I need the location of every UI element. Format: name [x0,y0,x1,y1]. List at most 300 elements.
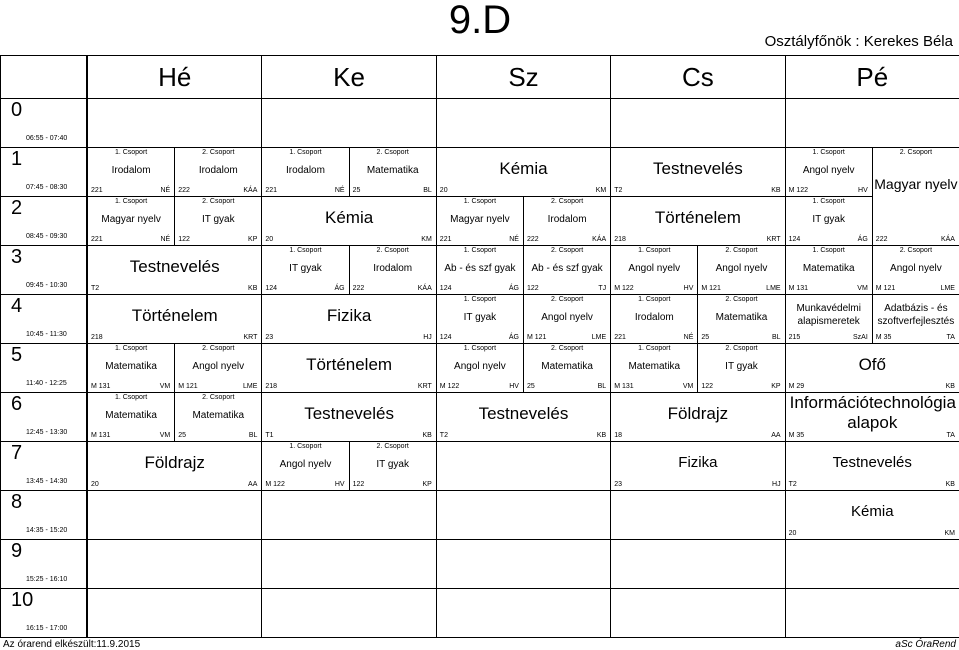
teacher-code: HV [683,285,694,292]
teacher-code: KRT [243,334,258,341]
period-time: 10:45 - 11:30 [26,331,67,338]
group-label: 1. Csoport [463,296,497,303]
lesson-cell [610,196,785,246]
teacher-code: BL [772,334,781,341]
room-number: 218 [614,236,626,243]
lesson-cell [436,245,524,295]
teacher-code: KM [421,236,432,243]
teacher-code: HV [858,187,868,194]
teacher-code: KB [248,285,258,292]
lesson-cell [261,294,436,344]
lesson-cell [261,147,349,197]
group-label: 1. Csoport [463,345,497,352]
period-number: 2 [11,197,23,219]
lesson-cell [349,147,437,197]
subject-name: IT gyak [463,312,497,323]
subject-name: IT gyak [289,263,322,274]
group-label: 1. Csoport [812,198,845,205]
lesson-cell [261,441,349,491]
period-row [0,196,87,246]
group-label: 1. Csoport [638,247,671,254]
teacher-code: HJ [423,334,432,341]
room-number: 124 [788,236,801,243]
lesson-cell [523,245,611,295]
subject-name: Angol nyelv [628,263,681,274]
teacher-code: LME [591,334,607,341]
lesson-cell [872,245,959,295]
group-label: 2. Csoport [550,198,584,205]
lesson-cell [436,196,524,246]
room-number: T2 [439,432,448,439]
period-time: 09:45 - 10:30 [26,282,68,289]
day-header: Pé [785,55,959,99]
period-number: 1 [11,148,23,170]
group-label: 2. Csoport [202,149,235,156]
subject-name: Matematika [628,361,681,372]
subject-name: Angol nyelv [715,263,768,274]
teacher-code: KM [595,187,607,194]
subject-name: Magyar nyelv [101,214,161,225]
lesson-cell [436,343,524,393]
lesson-cell [785,245,873,295]
day-header: Ke [261,55,436,99]
room-number: 25 [178,432,186,439]
room-number: 215 [788,334,801,341]
room-number: M 122 [614,285,634,292]
room-number: M 122 [439,383,460,390]
room-number: M 121 [701,285,721,292]
teacher-code: KÁA [243,187,258,194]
group-label: 1. Csoport [812,149,845,156]
room-number: M 35 [788,432,805,439]
group-label: 2. Csoport [202,394,235,401]
room-number: 218 [265,383,278,390]
group-label: 1. Csoport [638,345,671,352]
room-number: M 35 [875,334,892,341]
empty-slot [785,98,959,148]
lesson-cell [87,196,175,246]
teacher-code: KRT [766,236,781,243]
group-label: 1. Csoport [289,443,322,450]
subject-name: Irodalom [111,165,151,176]
room-number: 23 [265,334,274,341]
teacher-code: LME [940,285,955,292]
lesson-cell [261,343,436,393]
teacher-code: VM [159,432,171,439]
subject-name: Fizika [326,305,372,325]
period-number: 3 [11,246,23,268]
subject-name: Angol nyelv [890,263,942,274]
subject-name: Ab - és szf gyak [531,263,603,274]
empty-slot [436,441,611,491]
lesson-cell [610,441,785,491]
subject-name: Kémia [499,158,548,178]
room-number: M 122 [788,187,809,194]
teacher-code: NÉ [683,334,694,341]
lesson-cell [87,343,175,393]
period-time: 11:40 - 12:25 [26,380,67,387]
subject-name: Kémia [851,502,894,520]
subject-name: Irodalom [198,165,238,176]
subject-name: IT gyak [812,214,845,225]
lesson-cell [174,147,262,197]
teacher-code: NÉ [334,187,345,194]
period-row [0,392,87,442]
period-row [0,490,87,540]
homeroom-teacher: Osztályfőnök : Kerekes Béla [764,33,953,50]
lesson-cell [261,196,436,246]
teacher-code: ÁG [334,285,345,292]
period-row [0,245,87,295]
room-number: 221 [91,236,103,243]
empty-slot [610,588,785,638]
subject-name: Kémia [324,207,374,227]
subject-name: Földrajz [667,403,729,423]
subject-name: Adatbázis - és szoftverfejlesztés [877,303,955,327]
room-number: M 131 [91,383,111,390]
room-number: 122 [178,236,190,243]
room-number: 18 [614,432,622,439]
lesson-cell [349,441,437,491]
lesson-cell [872,147,959,246]
lesson-cell [87,441,262,491]
subject-name: Testnevelés [832,453,912,471]
teacher-code: BL [423,187,432,194]
period-time: 14:35 - 15:20 [26,527,68,534]
lesson-cell [349,245,437,295]
period-time: 13:45 - 14:30 [26,478,68,485]
teacher-code: LME [766,285,781,292]
room-number: 23 [614,481,622,488]
room-number: 20 [439,187,448,194]
day-header: Cs [610,55,785,99]
subject-name: Matematika [366,165,419,176]
room-number: 222 [527,236,539,243]
lesson-cell [785,343,959,393]
room-number: 218 [91,334,103,341]
period-row [0,441,87,491]
teacher-code: VM [682,383,694,390]
room-number: 122 [352,481,365,488]
teacher-code: SzAI [852,334,868,341]
room-number: T2 [614,187,623,194]
period-row [0,98,87,148]
group-label: 2. Csoport [550,247,584,254]
period-time: 15:25 - 16:10 [26,576,68,583]
group-label: 2. Csoport [899,247,933,254]
lesson-cell [261,392,436,442]
subject-name: Angol nyelv [541,312,593,323]
subject-name: Ab - és szf gyak [444,263,516,274]
subject-name: Matematika [105,410,157,421]
teacher-code: KB [771,187,781,194]
room-number: 222 [875,236,888,243]
period-number: 6 [11,393,23,415]
subject-name: Történelem [654,207,741,227]
subject-name: Matematika [192,410,245,421]
group-label: 2. Csoport [725,345,758,352]
lesson-cell [785,490,959,540]
room-number: 25 [352,187,361,194]
room-number: 124 [439,285,452,292]
lesson-cell [610,343,698,393]
room-number: M 121 [527,334,547,341]
empty-slot [610,98,785,148]
subject-name: Történelem [306,354,393,374]
subject-name: Irodalom [286,165,325,176]
period-number: 9 [11,540,23,562]
subject-name: Matematika [541,361,593,372]
empty-slot [610,490,785,540]
group-label: 2. Csoport [376,443,409,450]
lesson-cell [174,196,262,246]
room-number: 122 [527,285,539,292]
lesson-cell [436,392,611,442]
day-header: Sz [436,55,611,99]
room-number: 221 [265,187,278,194]
room-number: M 121 [178,383,198,390]
period-row [0,588,87,638]
group-label: 2. Csoport [899,149,933,156]
lesson-cell [610,245,698,295]
period-number: 5 [11,344,23,366]
subject-name: IT gyak [376,459,409,470]
room-number: 20 [91,481,99,488]
teacher-code: KB [422,432,432,439]
subject-name: Magyar nyelv [450,214,510,225]
teacher-code: NÉ [160,187,171,194]
teacher-code: KM [944,530,955,537]
lesson-cell [697,294,785,344]
teacher-code: ÁG [508,285,519,292]
room-number: 25 [701,334,710,341]
group-label: 1. Csoport [289,247,322,254]
subject-name: Testnevelés [304,403,394,423]
teacher-code: VM [159,383,171,390]
lesson-cell [174,343,262,393]
period-time: 07:45 - 08:30 [26,184,68,191]
room-number: M 29 [788,383,805,390]
room-number: M 131 [91,432,111,439]
empty-slot [436,490,611,540]
subject-name: Fizika [678,453,718,471]
teacher-code: KÁA [592,236,607,243]
room-number: 221 [439,236,452,243]
lesson-cell [785,294,873,344]
group-label: 1. Csoport [114,394,148,401]
subject-name: Magyar nyelv [874,175,958,192]
teacher-code: TJ [598,285,607,292]
period-number: 10 [11,589,34,611]
day-header: Hé [87,55,262,99]
group-label: 2. Csoport [376,149,409,156]
lesson-cell [610,392,785,442]
teacher-code: ÁG [857,236,868,243]
group-label: 2. Csoport [202,198,235,205]
room-number: M 121 [875,285,896,292]
group-label: 1. Csoport [114,198,148,205]
class-title: 9.D [448,0,512,42]
subject-name: Angol nyelv [454,361,506,372]
teacher-code: TA [946,432,955,439]
subject-name: IT gyak [201,214,235,225]
period-row [0,294,87,344]
period-time: 08:45 - 09:30 [26,233,68,240]
subject-name: Földrajz [144,452,205,472]
empty-slot [87,490,262,540]
lesson-cell [436,147,611,197]
room-number: 221 [614,334,626,341]
lesson-cell [872,294,959,344]
room-number: M 122 [265,481,285,488]
teacher-code: HJ [772,481,781,488]
empty-slot [261,490,436,540]
group-label: 1. Csoport [114,345,148,352]
group-label: 2. Csoport [550,345,584,352]
subject-name: Matematika [715,312,768,323]
period-row [0,147,87,197]
group-label: 1. Csoport [289,149,322,156]
group-label: 1. Csoport [638,296,671,303]
empty-slot [785,588,959,638]
period-row [0,343,87,393]
generated-date: Az órarend elkészült:11.9.2015 [3,639,141,650]
lesson-cell [87,294,262,344]
empty-slot [261,588,436,638]
subject-name: Angol nyelv [279,459,332,470]
room-number: 124 [265,285,278,292]
subject-name: Angol nyelv [192,361,245,372]
lesson-cell [785,392,959,442]
lesson-cell [785,196,873,246]
room-number: 20 [788,530,797,537]
lesson-cell [436,294,524,344]
subject-name: Irodalom [547,214,587,225]
subject-name: Irodalom [634,312,674,323]
teacher-code: BL [248,432,258,439]
period-number: 0 [11,99,23,121]
subject-name: Információtechnológia alapok [789,393,956,432]
group-label: 1. Csoport [812,247,845,254]
group-label: 1. Csoport [463,198,497,205]
teacher-code: HV [334,481,345,488]
group-label: 2. Csoport [202,345,235,352]
group-label: 2. Csoport [725,296,758,303]
room-number: T2 [788,481,797,488]
period-time: 12:45 - 13:30 [26,429,68,436]
empty-slot [261,98,436,148]
subject-name: Matematika [105,361,157,372]
group-label: 1. Csoport [463,247,497,254]
lesson-cell [87,147,175,197]
lesson-cell [87,245,262,295]
room-number: 222 [178,187,190,194]
room-number: M 131 [788,285,809,292]
empty-slot [785,539,959,589]
teacher-code: KP [422,481,432,488]
software-credit: aSc ÓraRend [895,639,956,650]
empty-slot [87,588,262,638]
empty-slot [436,588,611,638]
lesson-cell [785,147,873,197]
teacher-code: HV [509,383,519,390]
empty-slot [87,539,262,589]
empty-slot [261,539,436,589]
room-number: 221 [91,187,103,194]
period-number: 8 [11,491,23,513]
period-row [0,539,87,589]
teacher-code: NÉ [509,236,519,243]
group-label: 2. Csoport [376,247,409,254]
header-corner [0,55,87,99]
lesson-cell [523,343,611,393]
teacher-code: BL [597,383,607,390]
group-label: 2. Csoport [550,296,584,303]
lesson-cell [87,392,175,442]
teacher-code: KB [596,432,607,439]
room-number: M 131 [614,383,634,390]
subject-name: Ofő [858,354,886,374]
lesson-cell [697,245,785,295]
empty-slot [610,539,785,589]
room-number: 222 [352,285,365,292]
teacher-code: KP [248,236,258,243]
lesson-cell [174,392,262,442]
teacher-code: KB [945,383,955,390]
period-number: 7 [11,442,23,464]
room-number: 124 [439,334,452,341]
subject-name: Angol nyelv [802,165,855,176]
lesson-cell [697,343,785,393]
lesson-cell [523,196,611,246]
subject-name: Irodalom [373,263,413,274]
teacher-code: VM [857,285,868,292]
room-number: T2 [91,285,100,292]
lesson-cell [523,294,611,344]
group-label: 1. Csoport [114,149,148,156]
lesson-cell [610,147,785,197]
teacher-code: ÁG [508,334,519,341]
room-number: 20 [265,236,274,243]
teacher-code: KRT [417,383,432,390]
empty-slot [436,539,611,589]
teacher-code: TA [946,334,955,341]
subject-name: Testnevelés [652,158,743,178]
teacher-code: NÉ [160,236,171,243]
subject-name: Történelem [131,305,218,325]
lesson-cell [610,294,698,344]
timetable-grid [0,55,959,640]
period-time: 06:55 - 07:40 [26,135,68,142]
teacher-code: KP [771,383,781,390]
empty-slot [436,98,611,148]
subject-name: IT gyak [725,361,758,372]
subject-name: Matematika [802,263,855,274]
teacher-code: LME [242,383,258,390]
empty-slot [87,98,262,148]
subject-name: Munkavédelmi alapismeretek [796,303,861,327]
teacher-code: KB [945,481,955,488]
lesson-cell [785,441,959,491]
room-number: 122 [701,383,714,390]
group-label: 2. Csoport [725,247,758,254]
period-time: 16:15 - 17:00 [26,625,68,632]
teacher-code: AA [248,481,258,488]
lesson-cell [261,245,349,295]
teacher-code: KÁA [417,285,432,292]
room-number: T1 [265,432,274,439]
period-number: 4 [11,295,23,317]
